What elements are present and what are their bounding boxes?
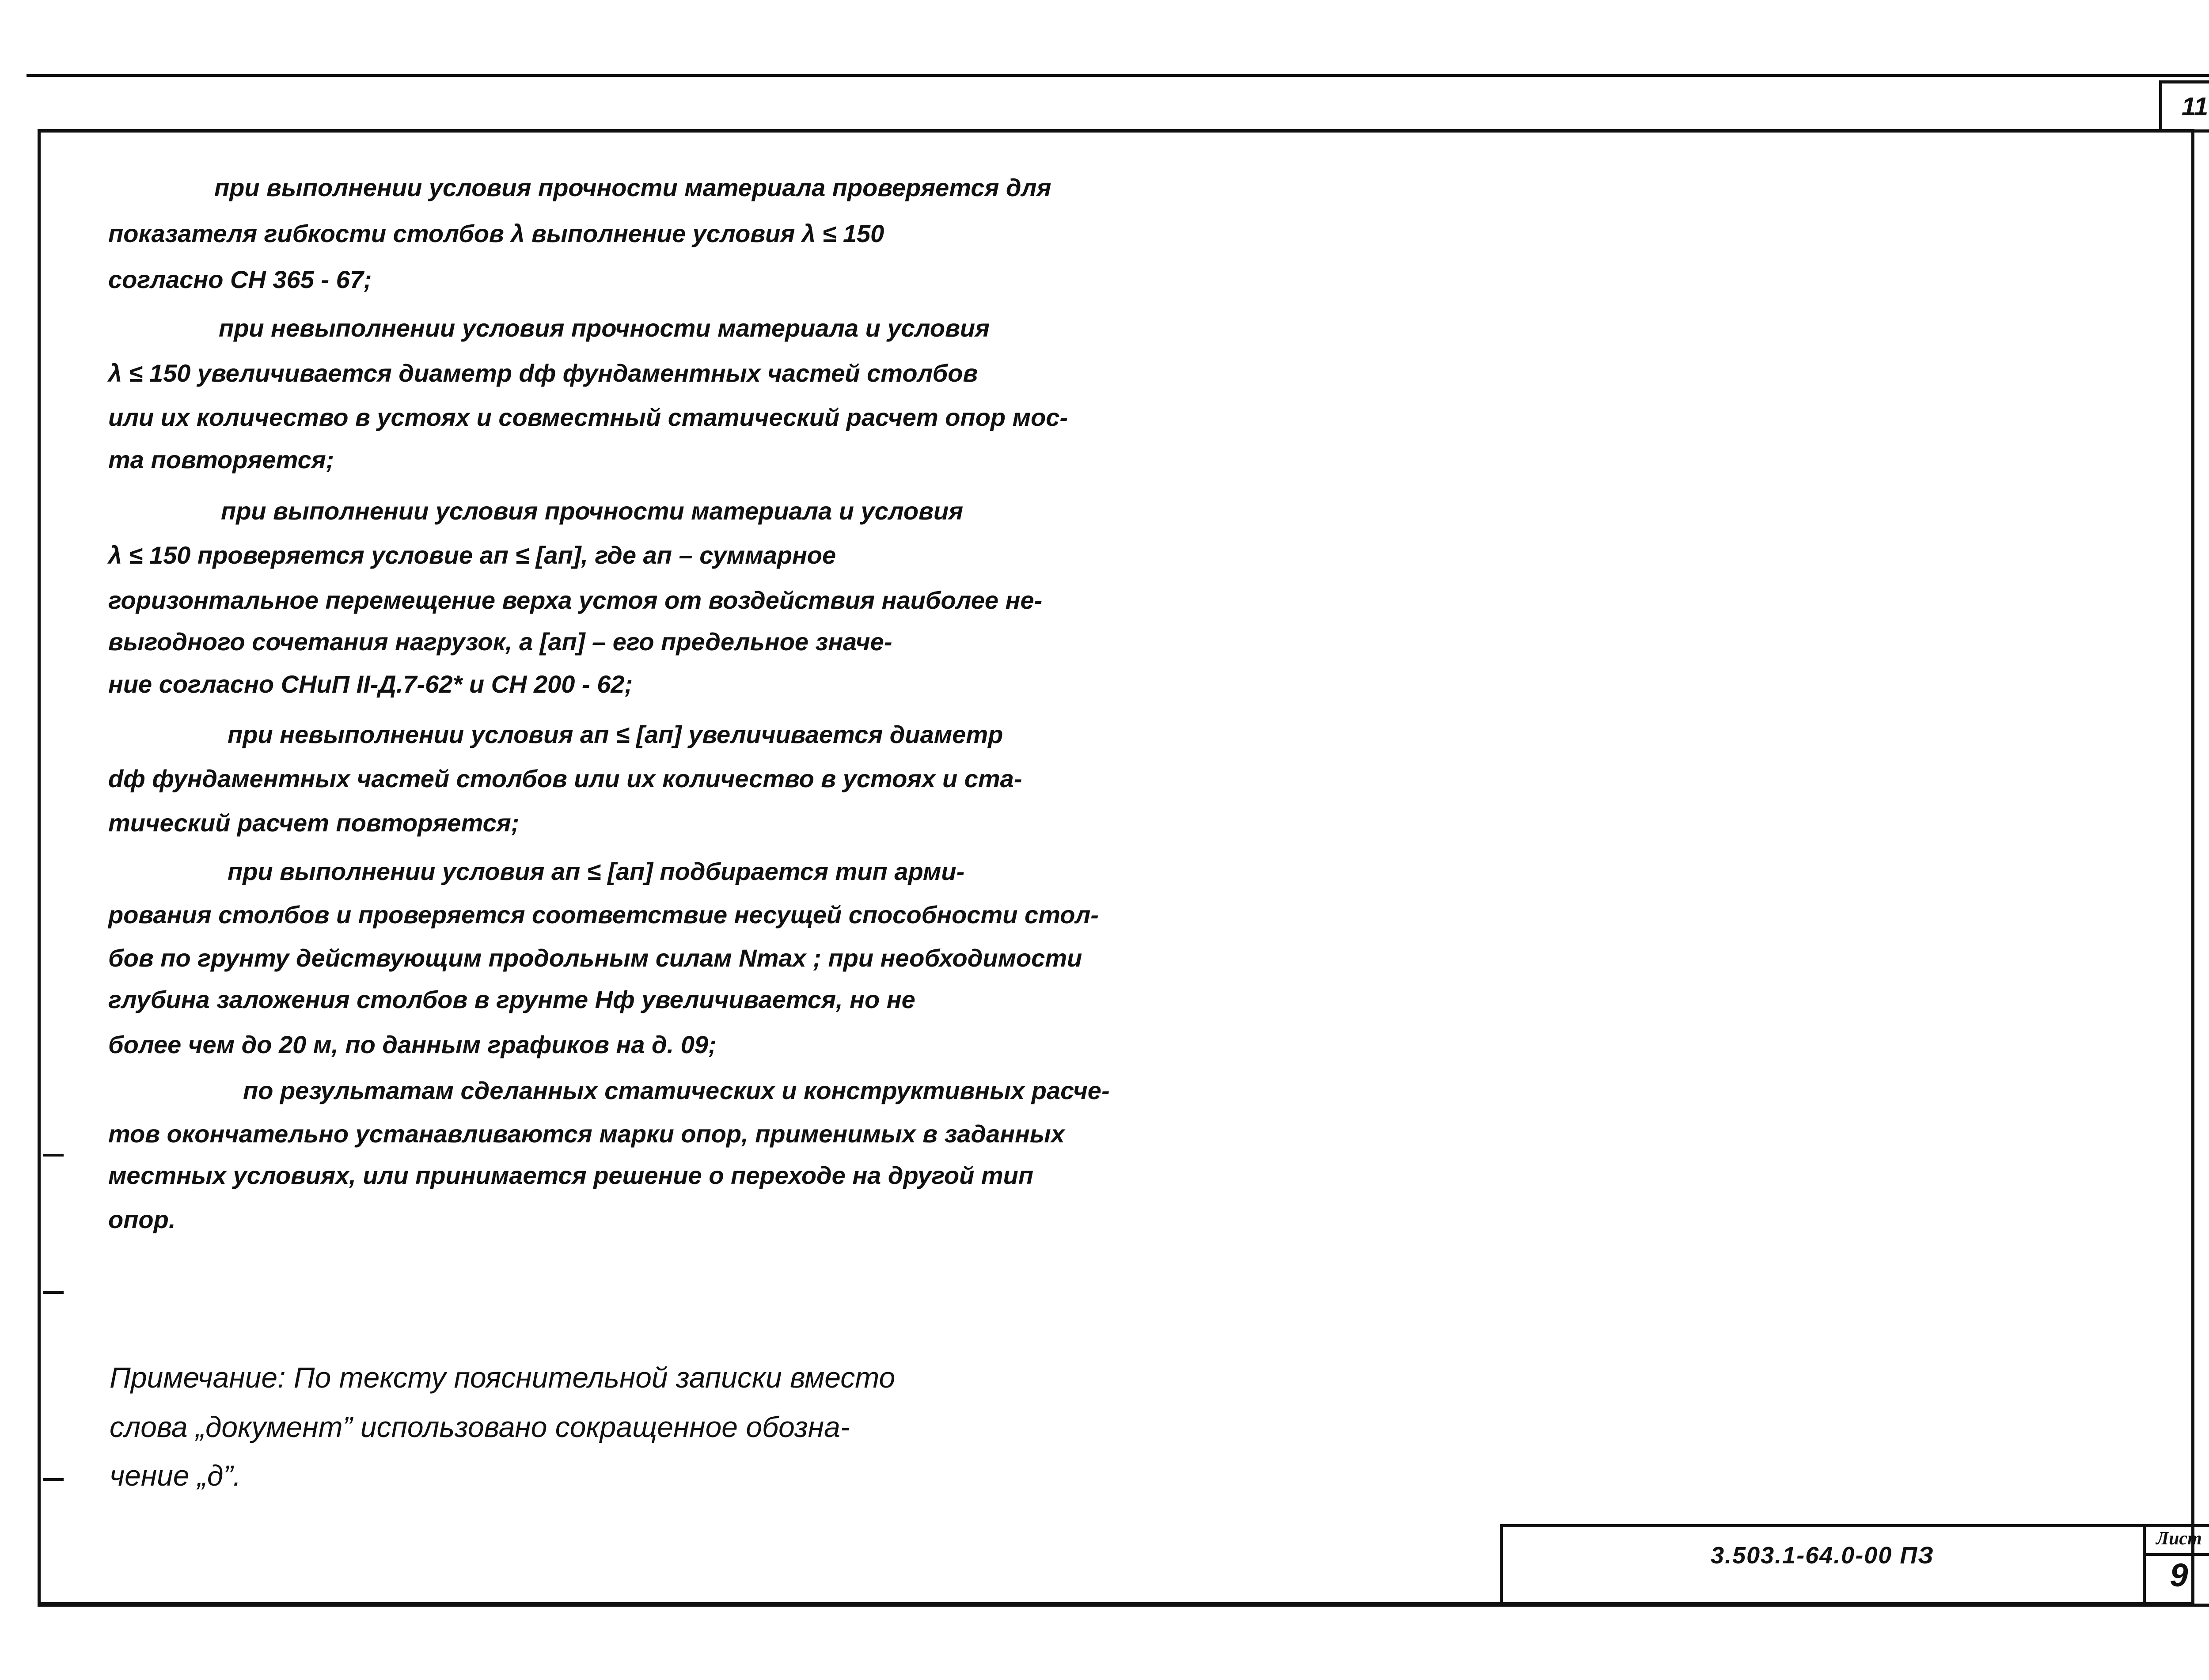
body-line: рования столбов и проверяется соответствие несущей способности стол- [108,901,1099,929]
note-line: Примечание: По тексту пояснительной записки вместо [110,1361,896,1394]
page-number: 11 [2181,92,2209,121]
body-line: по результатам сделанных статических и конструктивных расче- [243,1077,1110,1104]
sheet-label: Лист [2156,1528,2202,1549]
body-line: при невыполнении условия aп ≤ [aп] увеличивается диаметр [228,721,1003,748]
title-block-cell-divider [2146,1553,2209,1556]
body-line: при выполнении условия aп ≤ [aп] подбирается тип арми- [228,857,965,885]
top-rule [27,74,2209,77]
body-line: λ ≤ 150 проверяется условие aп ≤ [aп], где aп – суммарное [108,541,836,569]
body-line: опор. [108,1206,176,1233]
document-code: 3.503.1-64.0-00 ПЗ [1711,1542,1934,1569]
body-line: тов окончательно устанавливаются марки опор, применимых в заданных [108,1120,1065,1148]
page-number-box [2159,80,2209,133]
body-line: ние согласно СНиП II-Д.7-62* и СН 200 - 62; [108,670,633,698]
note-line: слова „документ” использовано сокращенное обозна- [110,1411,850,1443]
binding-mark [43,1478,64,1481]
body-line: при выполнении условия прочности материала проверяется для [214,174,1051,201]
body-line: при выполнении условия прочности материала и условия [221,497,964,525]
body-line: тический расчет повторяется; [108,809,520,837]
body-line: более чем до 20 м, по данным графиков на д. 09; [108,1031,717,1058]
title-block-divider [2143,1524,2146,1607]
sheet-number: 9 [2170,1557,2188,1593]
body-line: местных условиях, или принимается решение о переходе на другой тип [108,1161,1034,1189]
body-line: глубина заложения столбов в грунте Hф увеличивается, но не [108,986,915,1013]
binding-mark [43,1291,64,1294]
body-line: или их количество в устоях и совместный статический расчет опор мос- [108,403,1068,431]
body-line: согласно СН 365 - 67; [108,265,372,293]
body-line: горизонтальное перемещение верха устоя от воздействия наиболее не- [108,586,1043,614]
body-line: λ ≤ 150 увеличивается диаметр dф фундаментных частей столбов [108,359,978,387]
body-line: при невыполнении условия прочности материала и условия [219,314,990,342]
body-line: бов по грунту действующим продольным силам Nmax ; при необходимости [108,944,1082,972]
body-line: та повторяется; [108,446,334,474]
binding-mark [43,1154,64,1157]
note-line: чение „д”. [110,1459,241,1492]
body-line: показателя гибкости столбов λ выполнение условия λ ≤ 150 [108,220,884,247]
body-line: dф фундаментных частей столбов или их количество в устоях и ста- [108,765,1022,793]
body-line: выгодного сочетания нагрузок, а [aп] – его предельное значе- [108,628,892,656]
